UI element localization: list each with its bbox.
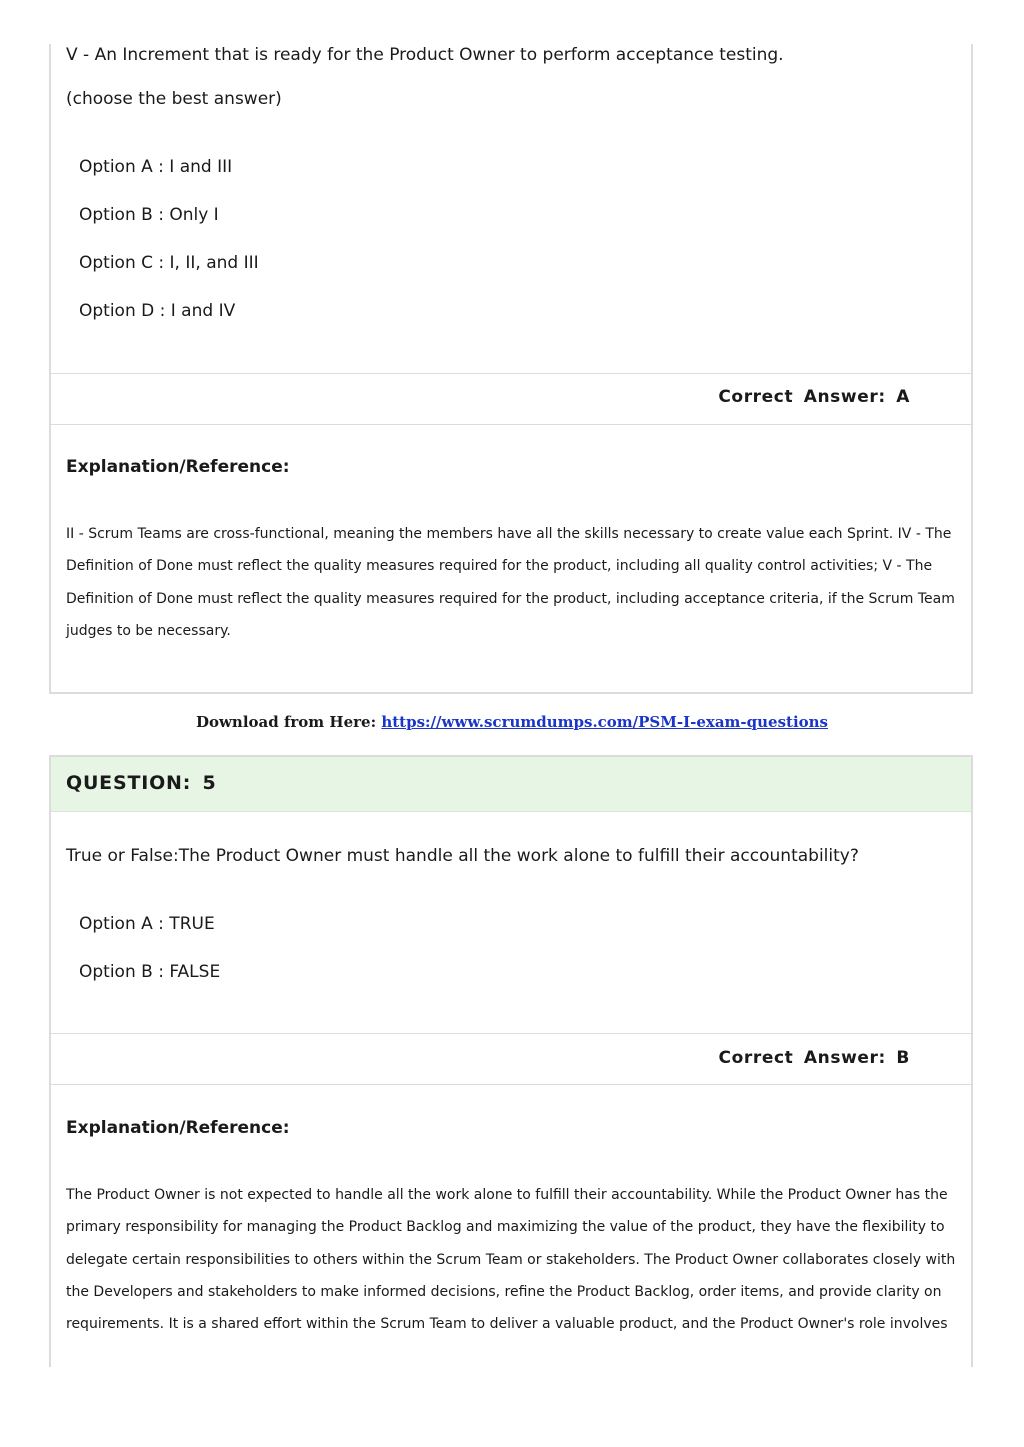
download-link[interactable]: https://www.scrumdumps.com/PSM-I-exam-questions	[381, 713, 829, 731]
option-b[interactable]: Option B : FALSE	[79, 962, 221, 982]
explanation-text: II - Scrum Teams are cross-functional, meaning the members have all the skills necessary to create value each Sprint. IV - The Definition of Done must reflect the quality measures required for the product, including all quality control activities; V - The Definition of Done must reflect the quality measures required for the product, including acceptance criteria, if the Scrum Team judges to be necessary.	[66, 526, 955, 639]
option-d[interactable]: Option D : I and IV	[79, 301, 236, 321]
explanation-title: Explanation/Reference:	[66, 457, 290, 477]
download-label: Download from Here:	[195, 713, 377, 731]
question-text: True or False:The Product Owner must handle all the work alone to fulfill their accountability?	[66, 846, 859, 866]
question-card-4	[49, 44, 973, 694]
download-line	[0, 713, 1024, 731]
divider	[51, 424, 971, 425]
question-statement-v: V - An Increment that is ready for the Product Owner to perform acceptance testing.	[66, 45, 784, 65]
option-a[interactable]: Option A : I and III	[79, 157, 233, 177]
explanation-text: The Product Owner is not expected to handle all the work alone to fulfill their accountability. While the Product Owner has the primary responsibility for managing the Product Backlog and maximizing the value of the product, they have the flexibility to delegate certain responsibilities to others within the Scrum Team or stakeholders. The Product Owner collaborates closely with the Developers and stakeholders to make informed decisions, refine the Product Backlog, order items, and provide clarity on requirements. It is a shared effort within the Scrum Team to deliver a valuable product, and the Product Owner's role involves	[66, 1187, 956, 1333]
correct-answer: Correct Answer: B	[718, 1048, 910, 1068]
question-card-5	[49, 755, 973, 1367]
option-c[interactable]: Option C : I, II, and III	[79, 253, 259, 273]
option-a[interactable]: Option A : TRUE	[79, 914, 215, 934]
divider	[51, 373, 971, 374]
divider	[51, 1033, 971, 1034]
correct-answer: Correct Answer: A	[718, 387, 910, 407]
question-instruction: (choose the best answer)	[66, 89, 282, 109]
divider	[51, 1084, 971, 1085]
option-b[interactable]: Option B : Only I	[79, 205, 219, 225]
explanation-title: Explanation/Reference:	[66, 1118, 290, 1138]
question-number: QUESTION: 5	[66, 772, 217, 794]
question-header	[51, 757, 971, 812]
